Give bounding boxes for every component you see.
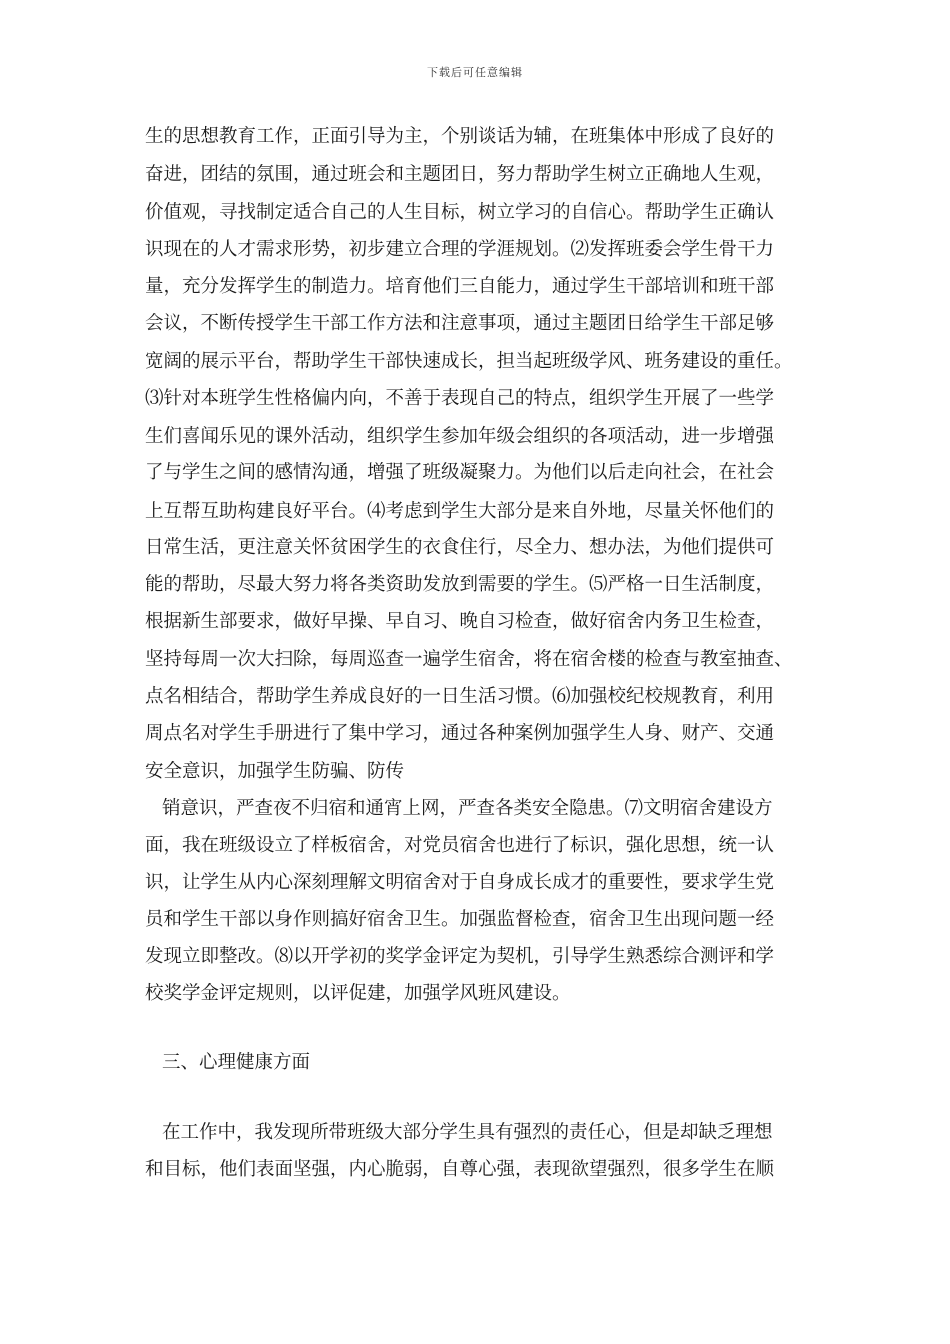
body-text-line: 根据新生部要求，做好早操、早自习、晚自习检查，做好宿舍内务卫生检查，: [145, 611, 775, 632]
page-header: 下载后可任意编辑: [427, 66, 523, 79]
body-text-line: 宽阔的展示平台，帮助学生干部快速成长，担当起班级学风、班务建设的重任。: [145, 351, 793, 372]
body-text-line: 了与学生之间的感情沟通，增强了班级凝聚力。为他们以后走向社会，在社会: [145, 462, 775, 483]
body-text-line: 识，让学生从内心深刻理解文明宿舍对于自身成长成才的重要性，要求学生党: [145, 872, 775, 893]
section-heading: 三、心理健康方面: [162, 1052, 311, 1073]
body-text-line: 坚持每周一次大扫除，每周巡查一遍学生宿舍，将在宿舍楼的检查与教室抽查、: [145, 649, 793, 670]
body-text-line: 能的帮助，尽最大努力将各类资助发放到需要的学生。⑸严格一日生活制度，: [145, 574, 775, 595]
body-text-line: 点名相结合，帮助学生养成良好的一日生活习惯。⑹加强校纪校规教育，利用: [145, 686, 775, 707]
body-text-line: 上互帮互助构建良好平台。⑷考虑到学生大部分是来自外地，尽量关怀他们的: [145, 501, 775, 522]
body-text-line: 会议，不断传授学生干部工作方法和注意事项，通过主题团日给学生干部足够: [145, 313, 775, 334]
body-text-line: 生的思想教育工作，正面引导为主，个别谈话为辅，在班集体中形成了良好的: [145, 126, 775, 147]
body-text-line: 发现立即整改。⑻以开学初的奖学金评定为契机，引导学生熟悉综合测评和学: [145, 946, 775, 967]
body-text-line: 生们喜闻乐见的课外活动，组织学生参加年级会组织的各项活动，进一步增强: [145, 426, 775, 447]
body-text-line: 奋进，团结的氛围，通过班会和主题团日，努力帮助学生树立正确地人生观，: [145, 164, 775, 185]
body-text-line: 价值观，寻找制定适合自己的人生目标，树立学习的自信心。帮助学生正确认: [145, 202, 775, 223]
body-text-line: 安全意识，加强学生防骗、防传: [145, 761, 405, 782]
body-text-line: 量，充分发挥学生的制造力。培育他们三自能力，通过学生干部培训和班干部: [145, 276, 775, 297]
body-text-line: ⑶针对本班学生性格偏内向，不善于表现自己的特点，组织学生开展了一些学: [145, 388, 775, 409]
body-text-line: 周点名对学生手册进行了集中学习，通过各种案例加强学生人身、财产、交通: [145, 723, 775, 744]
body-text-line: 员和学生干部以身作则搞好宿舍卫生。加强监督检查，宿舍卫生出现问题一经: [145, 909, 775, 930]
body-text-line: 在工作中，我发现所带班级大部分学生具有强烈的责任心，但是却缺乏理想: [162, 1122, 773, 1143]
body-text-line: 销意识，严查夜不归宿和通宵上网，严查各类安全隐患。⑺文明宿舍建设方: [162, 798, 773, 819]
body-text-line: 校奖学金评定规则，以评促建，加强学风班风建设。: [145, 983, 571, 1004]
body-text-line: 和目标，他们表面坚强，内心脆弱，自尊心强，表现欲望强烈，很多学生在顺: [145, 1159, 775, 1180]
body-text-line: 识现在的人才需求形势，初步建立合理的学涯规划。⑵发挥班委会学生骨干力: [145, 239, 775, 260]
body-text-line: 面，我在班级设立了样板宿舍，对党员宿舍也进行了标识，强化思想，统一认: [145, 835, 775, 856]
body-text-line: 日常生活，更注意关怀贫困学生的衣食住行，尽全力、想办法，为他们提供可: [145, 537, 775, 558]
